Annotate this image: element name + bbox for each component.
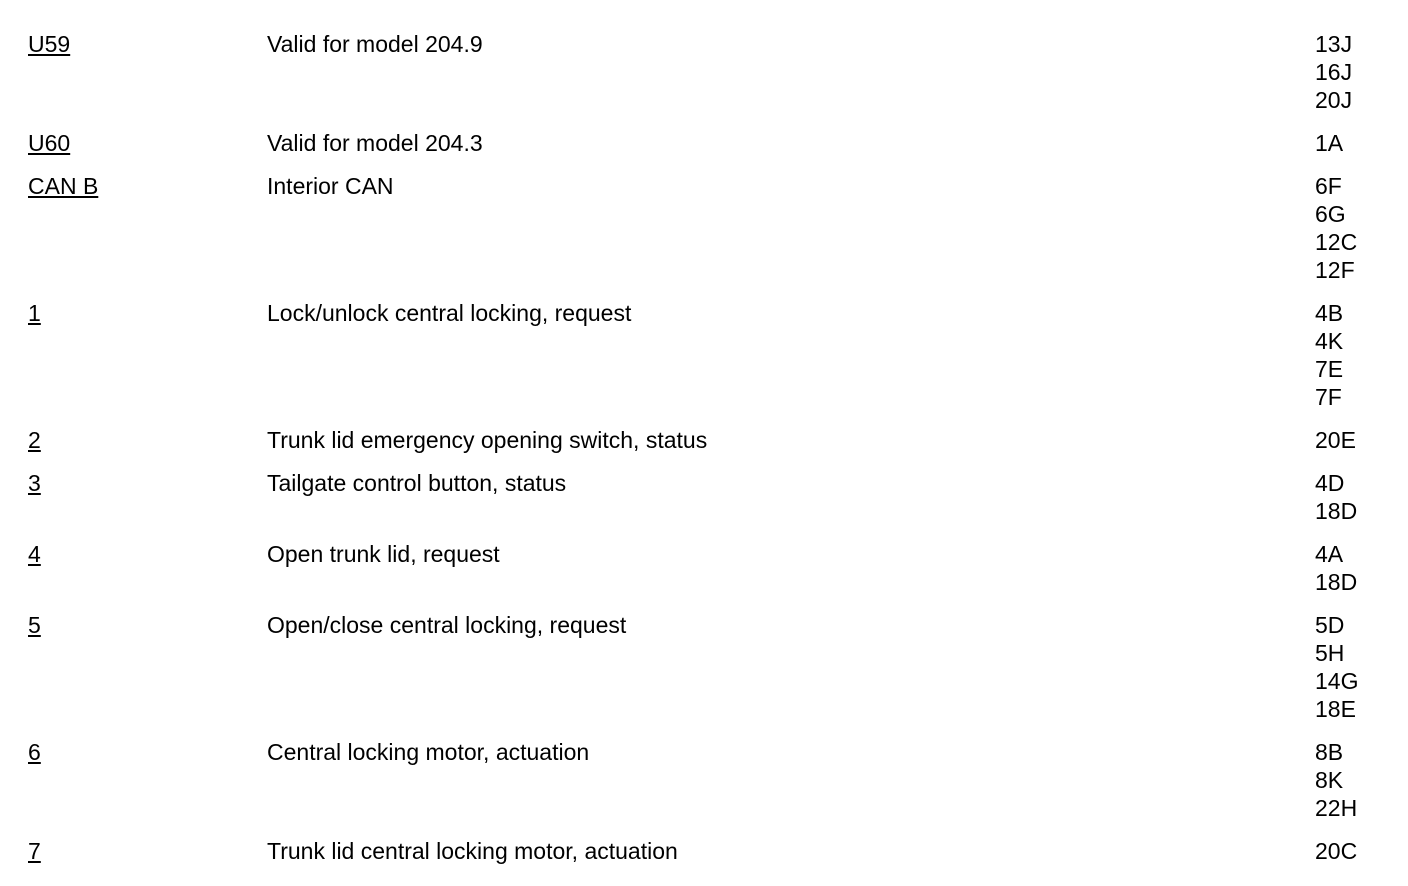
- grid-reference: 6F: [1315, 173, 1342, 199]
- grid-reference: 6G: [1315, 201, 1346, 227]
- legend-code-cell: [28, 540, 267, 568]
- grid-reference: 8K: [1315, 767, 1344, 793]
- grid-reference: 4B: [1315, 300, 1344, 326]
- legend-grid-references: [1315, 30, 1398, 114]
- legend-row: [28, 129, 1398, 157]
- legend-code-link[interactable]: 6: [28, 739, 41, 765]
- legend-code-cell: [28, 30, 267, 58]
- legend-description: Interior CAN: [267, 173, 394, 199]
- grid-reference: 8B: [1315, 739, 1344, 765]
- grid-reference: 18D: [1315, 569, 1358, 595]
- legend-row: [28, 540, 1398, 596]
- wiring-legend-table: [28, 30, 1398, 865]
- legend-code-link[interactable]: 5: [28, 612, 41, 638]
- legend-grid-references: [1315, 129, 1398, 157]
- grid-reference: 22H: [1315, 795, 1358, 821]
- grid-reference: 18D: [1315, 498, 1358, 524]
- legend-code-link[interactable]: 2: [28, 427, 41, 453]
- grid-reference: 12C: [1315, 229, 1358, 255]
- grid-reference: 1A: [1315, 130, 1344, 156]
- legend-code-link[interactable]: 4: [28, 541, 41, 567]
- legend-description: Central locking motor, actuation: [267, 739, 590, 765]
- legend-description: Valid for model 204.9: [267, 31, 483, 57]
- legend-row: [28, 738, 1398, 822]
- legend-row: [28, 426, 1398, 454]
- legend-row: [28, 469, 1398, 525]
- legend-description: Valid for model 204.3: [267, 130, 483, 156]
- grid-reference: 20C: [1315, 838, 1358, 864]
- legend-code-cell: [28, 129, 267, 157]
- legend-code-link[interactable]: CAN B: [28, 173, 99, 199]
- legend-code-link[interactable]: 1: [28, 300, 41, 326]
- legend-grid-references: [1315, 540, 1398, 596]
- grid-reference: 12F: [1315, 257, 1355, 283]
- legend-code-link[interactable]: U59: [28, 31, 71, 57]
- legend-description: Trunk lid central locking motor, actuation: [267, 838, 678, 864]
- grid-reference: 16J: [1315, 59, 1353, 85]
- legend-row: [28, 172, 1398, 284]
- grid-reference: 7F: [1315, 384, 1342, 410]
- legend-code-link[interactable]: 3: [28, 470, 41, 496]
- grid-reference: 5H: [1315, 640, 1345, 666]
- legend-code-link[interactable]: U60: [28, 130, 71, 156]
- legend-grid-references: [1315, 738, 1398, 822]
- legend-description: Tailgate control button, status: [267, 470, 567, 496]
- legend-grid-references: [1315, 611, 1398, 723]
- grid-reference: 14G: [1315, 668, 1359, 694]
- legend-description: Lock/unlock central locking, request: [267, 300, 632, 326]
- legend-description: Open trunk lid, request: [267, 541, 500, 567]
- legend-code-cell: [28, 172, 267, 200]
- legend-code-link[interactable]: 7: [28, 838, 41, 864]
- legend-grid-references: [1315, 837, 1398, 865]
- legend-row: [28, 611, 1398, 723]
- grid-reference: 4A: [1315, 541, 1344, 567]
- legend-code-cell: [28, 469, 267, 497]
- legend-grid-references: [1315, 426, 1398, 454]
- grid-reference: 20E: [1315, 427, 1356, 453]
- grid-reference: 13J: [1315, 31, 1353, 57]
- grid-reference: 20J: [1315, 87, 1353, 113]
- legend-description: Open/close central locking, request: [267, 612, 627, 638]
- legend-code-cell: [28, 426, 267, 454]
- grid-reference: 4D: [1315, 470, 1345, 496]
- legend-grid-references: [1315, 172, 1398, 284]
- grid-reference: 4K: [1315, 328, 1344, 354]
- legend-code-cell: [28, 837, 267, 865]
- legend-row: [28, 837, 1398, 865]
- legend-grid-references: [1315, 469, 1398, 525]
- legend-code-cell: [28, 299, 267, 327]
- legend-row: [28, 30, 1398, 114]
- legend-description: Trunk lid emergency opening switch, status: [267, 427, 708, 453]
- legend-code-cell: [28, 611, 267, 639]
- legend-code-cell: [28, 738, 267, 766]
- legend-row: [28, 299, 1398, 411]
- grid-reference: 7E: [1315, 356, 1344, 382]
- legend-grid-references: [1315, 299, 1398, 411]
- grid-reference: 5D: [1315, 612, 1345, 638]
- grid-reference: 18E: [1315, 696, 1356, 722]
